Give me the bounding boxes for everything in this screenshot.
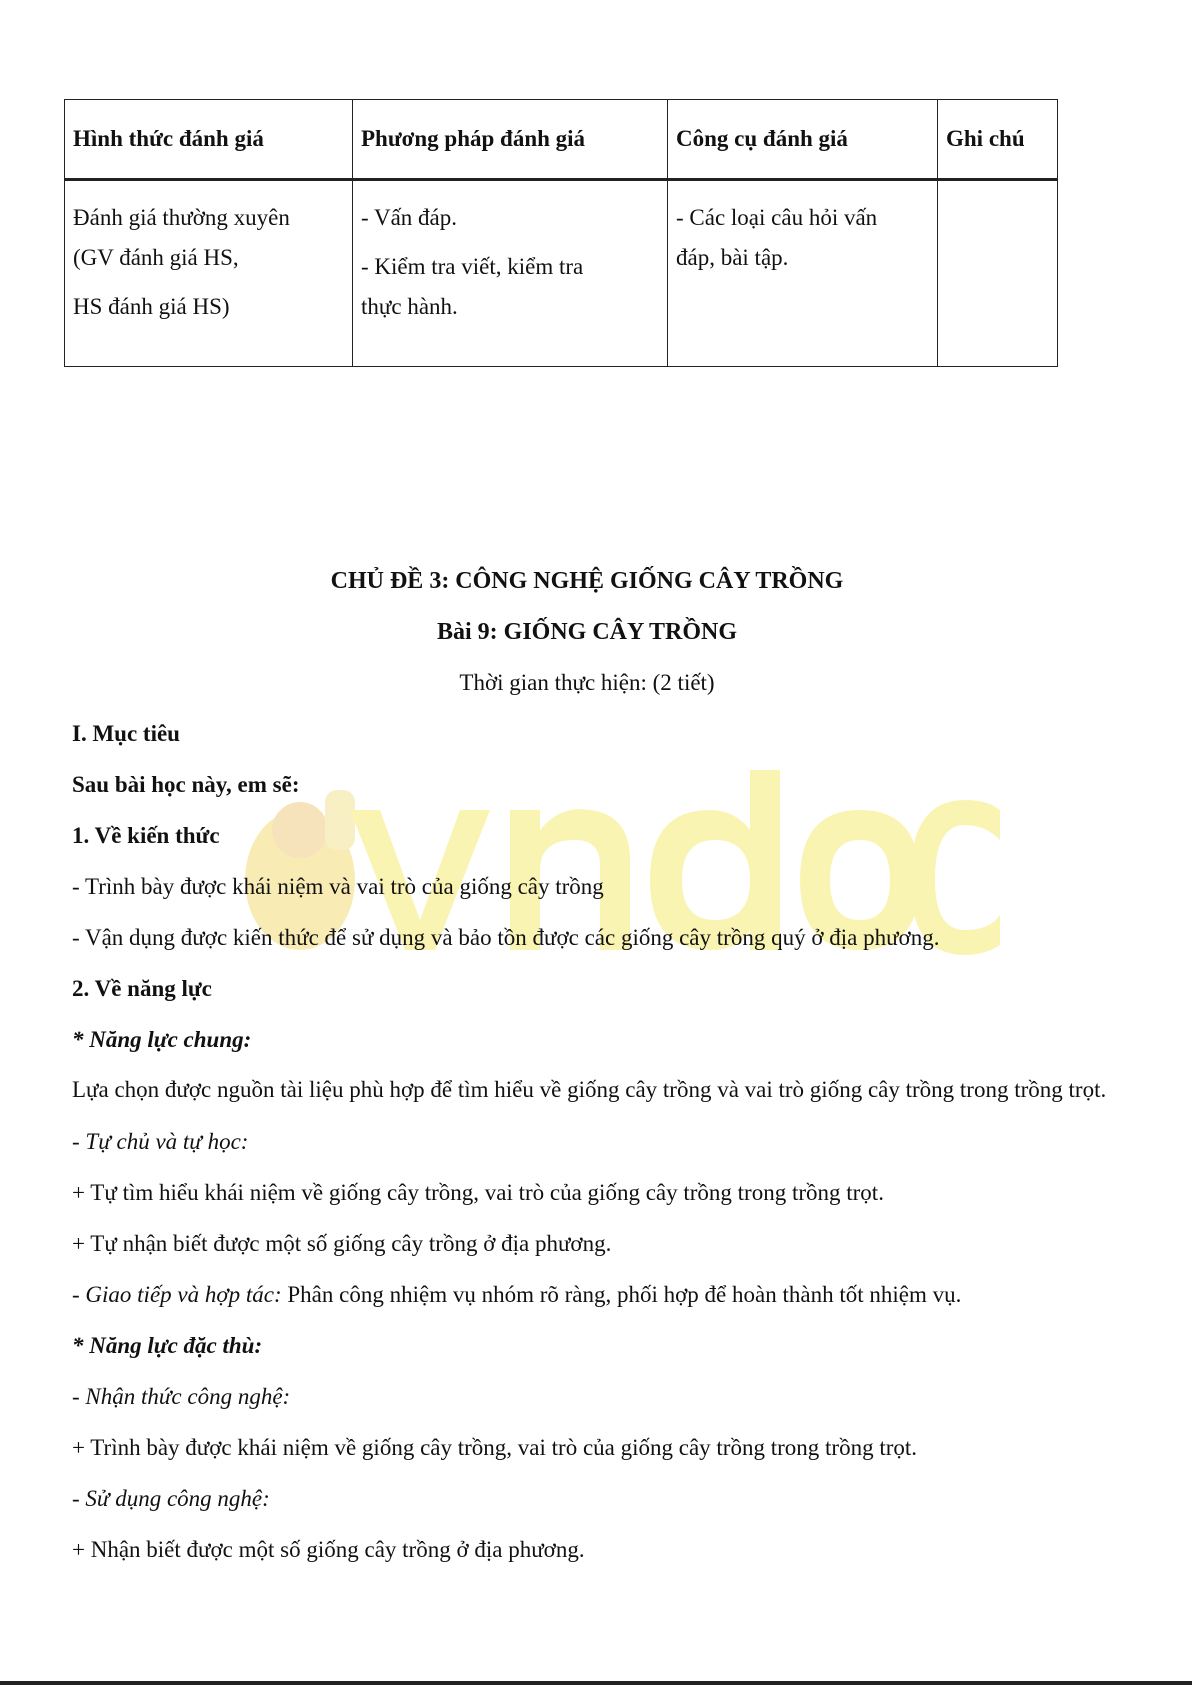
lesson-duration: Thời gian thực hiện: (2 tiết)	[459, 670, 715, 695]
header-assessment-form: Hình thức đánh giá	[65, 100, 353, 180]
tech-awareness-item: + Trình bày được khái niệm về giống cây trồng, vai trò của giống cây trồng trong trồng trọt.	[72, 1435, 918, 1460]
tech-use-label: - Sử dụng công nghệ:	[72, 1486, 270, 1511]
lesson-title: Bài 9: GIỐNG CÂY TRỒNG	[436, 619, 738, 645]
header-note: Ghi chú	[938, 100, 1058, 180]
table-header-row	[65, 100, 1058, 180]
cell-line: Đánh giá thường xuyên	[73, 205, 290, 230]
self-study-item: + Tự tìm hiểu khái niệm về giống cây trồng, vai trò của giống cây trồng trong trồng trọt.	[72, 1180, 884, 1205]
communication-label: - Giao tiếp và hợp tác:	[72, 1282, 282, 1307]
cell-line: thực hành.	[361, 294, 458, 319]
page-bottom-rule	[0, 1681, 1192, 1685]
knowledge-item: - Trình bày được khái niệm và vai trò của giống cây trồng	[72, 874, 604, 899]
cell-assessment-method	[353, 180, 668, 367]
header-assessment-method: Phương pháp đánh giá	[353, 100, 668, 180]
communication-line	[72, 1274, 1122, 1325]
cell-line: - Kiểm tra viết, kiểm tra	[361, 254, 584, 279]
specific-competence-heading: * Năng lực đặc thù:	[72, 1333, 263, 1358]
general-competence-paragraph: Lựa chọn được nguồn tài liệu phù hợp để tìm hiểu về giống cây trồng và vai trò giống cây trồng trong trồng trọt.	[72, 1077, 1107, 1102]
self-study-label: - Tự chủ và tự học:	[72, 1129, 249, 1154]
competence-heading: 2. Về năng lực	[72, 976, 212, 1001]
intro-text: Sau bài học này, em sẽ:	[72, 772, 300, 797]
cell-line: (GV đánh giá HS,	[73, 245, 239, 270]
self-study-item: + Tự nhận biết được một số giống cây trồng ở địa phương.	[72, 1231, 612, 1256]
knowledge-heading: 1. Về kiến thức	[72, 823, 220, 848]
cell-line: HS đánh giá HS)	[73, 294, 230, 319]
assessment-table	[64, 99, 1058, 367]
header-assessment-tool: Công cụ đánh giá	[668, 100, 938, 180]
table-row	[65, 180, 1058, 367]
tech-awareness-label: - Nhận thức công nghệ:	[72, 1384, 291, 1409]
topic-title: CHỦ ĐỀ 3: CÔNG NGHỆ GIỐNG CÂY TRỒNG	[330, 568, 844, 594]
cell-assessment-form	[65, 180, 353, 367]
tech-use-item: + Nhận biết được một số giống cây trồng ở địa phương.	[72, 1537, 585, 1562]
section-objectives-heading: I. Mục tiêu	[72, 721, 180, 746]
cell-line: - Vấn đáp.	[361, 205, 458, 230]
cell-line: đáp, bài tập.	[676, 245, 789, 270]
cell-assessment-tool	[668, 180, 938, 367]
lesson-content	[72, 560, 1122, 1580]
cell-note	[938, 180, 1058, 367]
general-competence-heading: * Năng lực chung:	[72, 1027, 252, 1052]
knowledge-item: - Vận dụng được kiến thức để sử dụng và bảo tồn được các giống cây trồng quý ở địa phương.	[72, 925, 940, 950]
communication-text: Phân công nhiệm vụ nhóm rõ ràng, phối hợp để hoàn thành tốt nhiệm vụ.	[281, 1282, 962, 1307]
cell-line: - Các loại câu hỏi vấn	[676, 205, 878, 230]
